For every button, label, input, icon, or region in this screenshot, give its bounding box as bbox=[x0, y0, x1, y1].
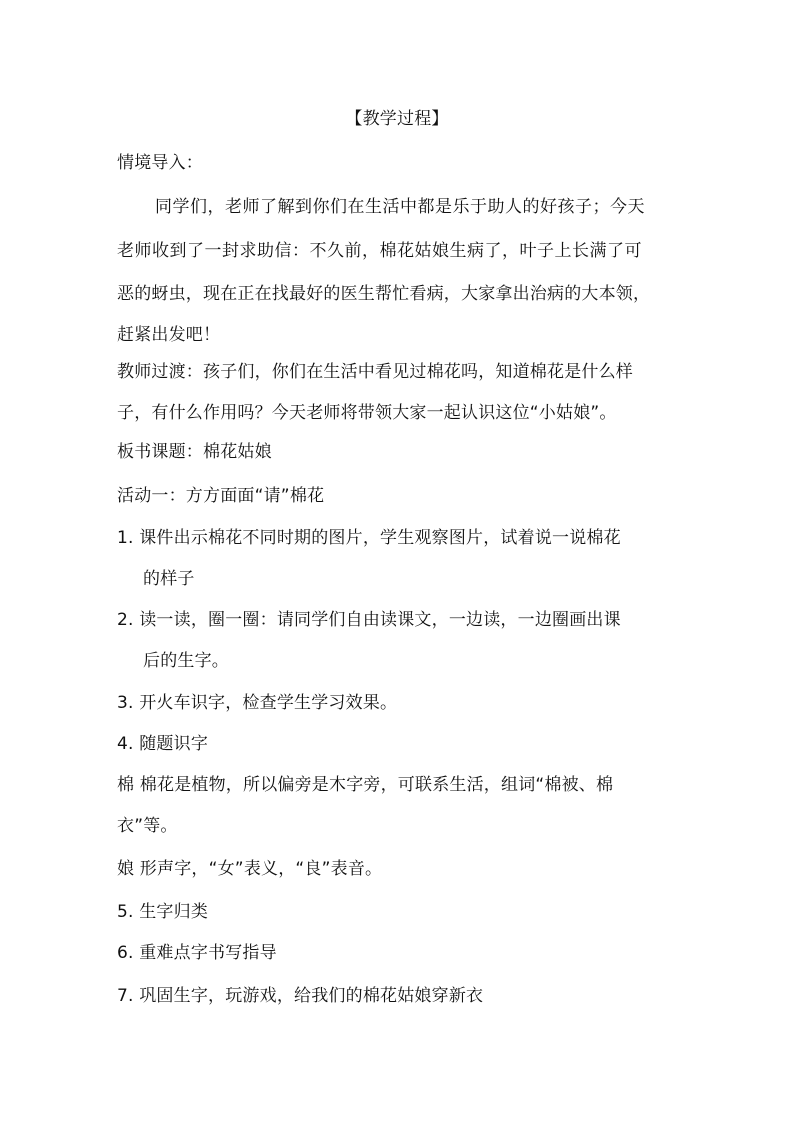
char-niang-line: 娘 形声字，“女”表义，“良”表音。 bbox=[117, 859, 383, 879]
board-title: 板书课题：棉花姑娘 bbox=[117, 442, 272, 462]
transition-line: 子，有什么作用吗？今天老师将带领大家一起认识这位“小姑娘”。 bbox=[117, 403, 617, 423]
char-mian-line: 棉 棉花是植物，所以偏旁是木字旁，可联系生活，组词“棉被、棉 bbox=[117, 775, 614, 795]
intro-label: 情境导入： bbox=[117, 153, 203, 173]
activity-one-title: 活动一：方方面面“请”棉花 bbox=[117, 486, 325, 506]
intro-paragraph-line: 赶紧出发吧！ bbox=[117, 325, 221, 345]
transition-line: 教师过渡：孩子们，你们在生活中看见过棉花吗，知道棉花是什么样 bbox=[117, 362, 633, 382]
step-item-continuation: 的样子 bbox=[143, 569, 195, 589]
step-item-continuation: 后的生字。 bbox=[143, 651, 229, 671]
char-mian-line: 衣”等。 bbox=[117, 816, 178, 836]
step-item: 7. 巩固生字，玩游戏，给我们的棉花姑娘穿新衣 bbox=[117, 986, 484, 1006]
section-heading: 【教学过程】 bbox=[345, 109, 449, 129]
step-item: 5. 生字归类 bbox=[117, 902, 209, 922]
step-item: 2. 读一读，圈一圈：请同学们自由读课文，一边读，一边圈画出课 bbox=[117, 610, 621, 630]
intro-paragraph-line: 同学们，老师了解到你们在生活中都是乐于助人的好孩子；今天 bbox=[155, 197, 645, 217]
step-item: 1. 课件出示棉花不同时期的图片，学生观察图片，试着说一说棉花 bbox=[117, 528, 621, 548]
step-item: 3. 开火车识字，检查学生学习效果。 bbox=[117, 693, 398, 713]
step-item: 4. 随题识字 bbox=[117, 734, 209, 754]
step-item: 6. 重难点字书写指导 bbox=[117, 943, 277, 963]
intro-paragraph-line: 恶的蚜虫，现在正在找最好的医生帮忙看病，大家拿出治病的大本领， bbox=[117, 284, 651, 304]
intro-paragraph-line: 老师收到了一封求助信：不久前，棉花姑娘生病了，叶子上长满了可 bbox=[117, 241, 642, 261]
